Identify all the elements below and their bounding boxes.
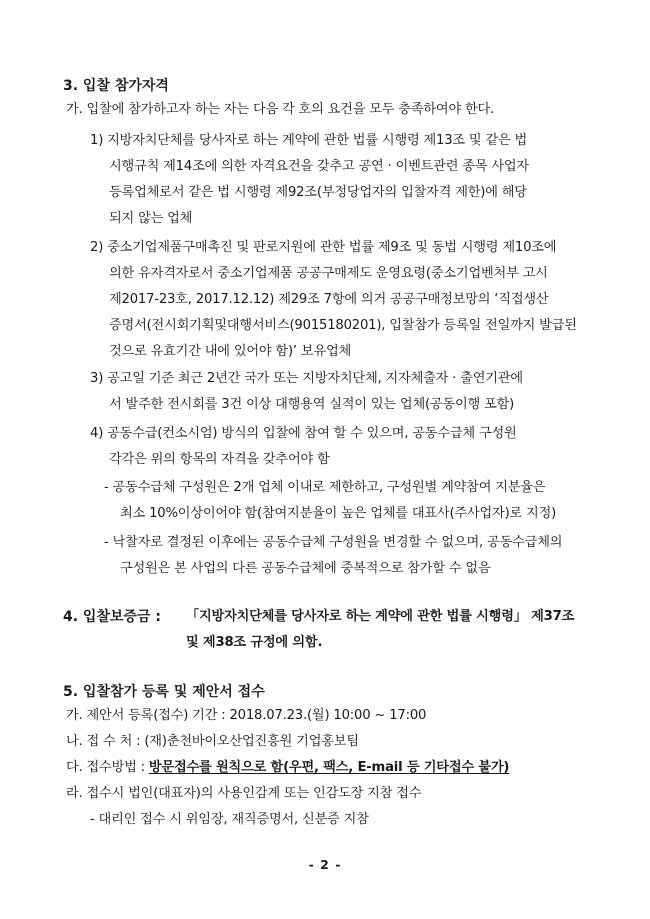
section-3-item-1-line-4: 되지 않는 업체 [109,211,193,226]
section-3-dash-2-line-2: 구성원은 본 사업의 다른 공동수급체에 중복적으로 참가할 수 없음 [120,561,491,576]
section-3-item-2-line-4: 증명서(전시회기획및대행서비스(9015180201), 입찰참가 등록일 전일까지 발급된 [109,318,577,333]
section-3-item-2-line-2: 의한 유자격자로서 중소기업제품 공공구매제도 운영요령(중소기업벤처부 고시 [109,266,548,281]
section-3-item-4-line-1: 4) 공동수급(컨소시엄) 방식의 입찰에 참여 할 수 있으며, 공동수급체 구성원 [90,426,517,441]
section-5-item-d: 라. 접수시 법인(대표자)의 사용인감계 또는 인감도장 지참 접수 [66,786,422,801]
section-5-item-d-sub: - 대리인 접수 시 위임장, 재직증명서, 신분증 지참 [90,812,369,827]
section-3-item-2-line-5: 것으로 유효기간 내에 있어야 함)’ 보유업체 [109,344,352,359]
section-3-item-1-line-3: 등록업체로서 같은 법 시행령 제92조(부정당업자의 입찰자격 제한)에 해당 [109,185,527,200]
section-3-dash-1-line-1: - 공동수급체 구성원은 2개 업체 이내로 제한하고, 구성원별 계약참여 지분율은 [104,480,546,495]
section-5-item-b: 나. 접 수 처 : (재)춘천바이오산업진흥원 기업홍보팀 [66,734,359,749]
page-number: - 2 - [308,857,342,872]
section-5-item-c-value: 방문접수를 원칙으로 함(우편, 팩스, E-mail 등 기타접수 불가) [148,760,510,775]
section-3-item-1-line-1: 1) 지방자치단체를 당사자로 하는 계약에 관한 법률 시행령 제13조 및 같은 법 [90,133,528,148]
section-3-item-2-line-3: 제2017-23호, 2017.12.12) 제29조 7항에 의거 공공구매정보망의 ‘직접생산 [109,292,549,307]
section-3-dash-2-line-1: - 낙찰자로 결정된 이후에는 공동수급체 구성원을 변경할 수 없으며, 공동수급체의 [104,535,563,550]
section-4-text-line-1: 「지방자치단체를 당사자로 하는 계약에 관한 법률 시행령」 제37조 [186,609,575,624]
section-5-item-c-label: 다. 접수방법 : [66,760,149,775]
section-3-dash-1-line-2: 최소 10%이상이어야 함(참여지분율이 높은 업체를 대표사(주사업자)로 지정) [120,506,557,521]
section-3-item-a: 가. 입찰에 참가하고자 하는 자는 다음 각 호의 요건을 모두 충족하여야 한다. [66,102,495,117]
section-3-item-4-line-2: 각각은 위의 항목의 자격을 갖추어야 함 [109,452,330,467]
section-3-item-3-line-2: 서 발주한 전시회를 3건 이상 대행용역 실적이 있는 업체(공동이행 포함) [109,397,515,412]
section-3-title: 3. 입찰 참가자격 [63,78,169,94]
section-4-title: 4. 입찰보증금 : [63,609,162,625]
section-5-title: 5. 입찰참가 등록 및 제안서 접수 [63,684,265,700]
section-3-item-1-line-2: 시행규칙 제14조에 의한 자격요건을 갖추고 공연 · 이벤트관련 종목 사업자 [109,159,529,174]
section-4-text-line-2: 및 제38조 규정에 의함. [186,635,323,650]
section-5-item-c [66,760,509,776]
section-5-item-a: 가. 제안서 등록(접수) 기간 : 2018.07.23.(월) 10:00 ~ 17:00 [66,708,427,723]
section-3-item-2-line-1: 2) 중소기업제품구매촉진 및 판로지원에 관한 법률 제9조 및 동법 시행령 제10조에 [90,240,557,255]
section-3-item-3-line-1: 3) 공고일 기준 최근 2년간 국가 또는 지방자치단체, 지자체출자 · 출연기관에 [90,371,523,386]
